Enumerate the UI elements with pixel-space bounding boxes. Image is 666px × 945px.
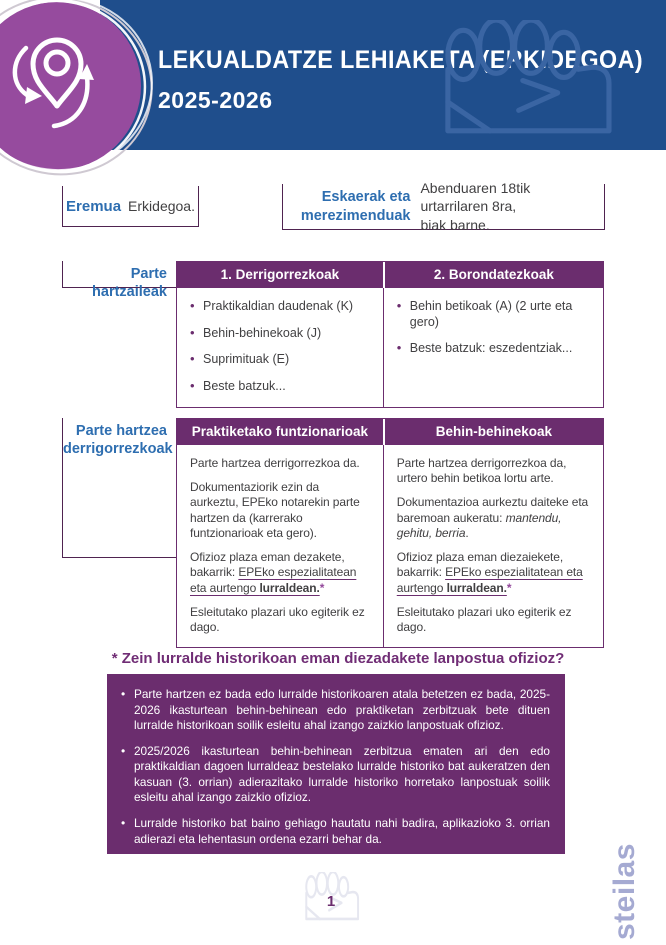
eskaerak-value: Abenduaren 18tik urtarrilaren 8ra, biak barne. <box>420 180 531 233</box>
eskaerak-label: Eskaerak eta merezimenduak <box>300 189 411 224</box>
paragraph: Esleitutako plazari uko egiterik ez dago. <box>190 604 365 635</box>
paragraph: Dokumentazioa aurkeztu daiteke eta baremoan aukeratu: mantendu, gehitu, berria. <box>396 495 589 540</box>
table-body <box>177 288 603 407</box>
column-header: 1. Derrigorrezkoak <box>220 267 340 282</box>
note-bullet: • 2025/2026 ikasturtean behin-behinean zerbitzua ematen ari den edo praktikaldian dagoen lurraldeaz bestelako lurralde historiko bat aukeratzen den kasuan (3. orrian) adierazitako lurralde historiko horretako lanpostuak soilik esleitu ahal izango zaizkio ofizioz. <box>121 744 550 806</box>
table-header-row <box>177 419 603 445</box>
paragraph: Dokumentaziorik ezin da aurkeztu, EPEko notarekin parte hartzen da (karrerako funtzionarioak eta gero). <box>190 480 360 540</box>
table-header-row <box>177 262 603 288</box>
list-item: • Suprimituak (E) <box>190 352 371 368</box>
notes-box <box>107 674 565 854</box>
paragraph: Esleitutako plazari uko egiterik ez dago. <box>396 604 572 635</box>
location-pin-cycle-logo <box>0 0 200 206</box>
parte-hartzea-label: Parte hartzea derrigorrezkoak <box>62 418 176 558</box>
page-number: 1 <box>326 893 336 910</box>
table-cell <box>177 288 383 407</box>
steilas-wordmark: steilas <box>608 843 641 940</box>
column-header: Praktiketako funtzionarioak <box>191 424 369 439</box>
column-header: Behin-behinekoak <box>383 419 603 445</box>
eskaerak-box <box>282 180 605 233</box>
table-cell <box>383 445 603 647</box>
list-item: • Beste batzuk... <box>190 379 371 395</box>
table-cell <box>177 445 383 647</box>
list-item: • Behin betikoak (A) (2 urte eta gero) <box>397 299 591 330</box>
column-header: 2. Borondatezkoak <box>383 262 603 288</box>
table-body <box>177 445 603 647</box>
note-bullet: • Parte hartzen ez bada edo lurralde historikoaren atala betetzen ez bada, 2025-2026 ikasturtean behin-behinean edo praktiketan zerbitzuak bete dituen lurralde historikoan soilik esleitu ahal izango zaizkio lanpostuak ofizioz. <box>121 687 550 734</box>
parte-hartzaileak-table <box>176 261 604 408</box>
raised-fist-icon <box>426 20 636 138</box>
paragraph: Ofizioz plaza eman diezaiekete, bakarrik: EPEko espezialitatean eta aurtengo lurraldean.* <box>396 550 583 595</box>
paragraph: Ofizioz plaza eman dezakete, bakarrik: EPEko espezialitatean eta aurtengo lurraldean.* <box>190 550 357 595</box>
paragraph: Parte hartzea derrigorrezkoa da. <box>190 456 360 470</box>
note-bullet: • Lurralde historiko bat baino gehiago hautatu nahi badira, aplikazioko 3. orrian adierazi eta lehentasun ordena ezarri behar da. <box>121 816 550 847</box>
paragraph: Parte hartzea derrigorrezkoa da, urtero behin betikoa lortu arte. <box>396 456 567 486</box>
ofizioz-question: * Zein lurralde historikoan eman diezadakete lanpostua ofizioz? <box>111 650 565 667</box>
parte-hartzea-table <box>176 418 604 648</box>
list-item: • Beste batzuk: eszedentziak... <box>397 341 591 357</box>
list-item: • Praktikaldian daudenak (K) <box>190 299 371 315</box>
eremua-label: Eremua <box>66 197 122 215</box>
parte-hartzaileak-label: Parte hartzaileak <box>62 261 176 288</box>
list-item: • Behin-behinekoak (J) <box>190 326 371 342</box>
title-line-1: LEKUALDATZE LEHIAKETA (ERKIDEGOA) <box>158 46 644 74</box>
title-line-2: 2025-2026 <box>158 87 273 113</box>
table-cell <box>383 288 603 407</box>
eremua-box <box>62 186 199 227</box>
eremua-value: Erkidegoa. <box>128 197 195 214</box>
